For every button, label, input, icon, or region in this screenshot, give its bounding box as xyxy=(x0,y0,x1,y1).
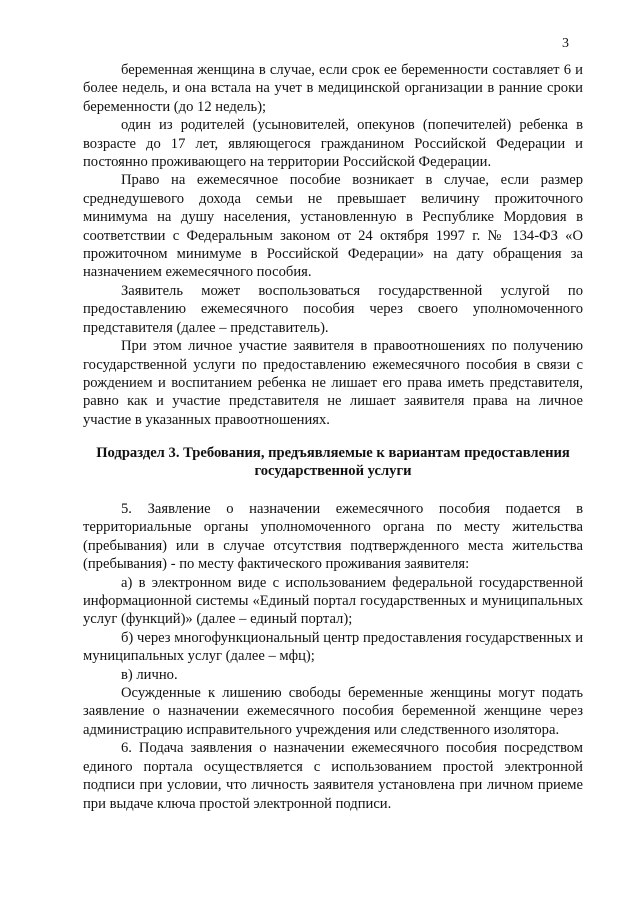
paragraph: один из родителей (усыновителей, опекунов (попечителей) ребенка в возрасте до 17 лет, являющегося гражданином Российской Федерации и постоянно проживающего на территории Российской Федерации. xyxy=(83,117,583,171)
section-heading: Подраздел 3. Требования, предъявляемые к вариантам предоставления государственной услуги xyxy=(96,445,570,480)
paragraph: беременная женщина в случае, если срок ее беременности составляет 6 и более недель, и она встала на учет в медицинской организации в ранние сроки беременности (до 12 недель); xyxy=(83,62,583,115)
page-number: 3 xyxy=(562,36,569,51)
paragraph: 5. Заявление о назначении ежемесячного пособия подается в территориальные органы уполномоченного органа по месту жительства (пребывания) или в случае отсутствия подтвержденного места жительства (пребывания) - по месту фактического проживания заявителя: xyxy=(83,501,583,573)
section-heading-block xyxy=(83,444,583,481)
paragraph: б) через многофункциональный центр предоставления государственных и муниципальных услуг (далее – мфц); xyxy=(83,629,583,665)
paragraph: а) в электронном виде с использованием федеральной государственной информационной системы «Единый портал государственных и муниципальных услуг (функций)» (далее – единый портал); xyxy=(83,574,583,628)
paragraph: в) лично. xyxy=(121,666,178,683)
paragraph: Право на ежемесячное пособие возникает в случае, если размер среднедушевого дохода семьи не превышает величину прожиточного минимума на душу населения, установленную в Республике Мордовия в соответствии с Федеральным законом от 24 октября 1997 г. № 134-ФЗ «О прожиточном минимуме в Российской Федерации» на дату обращения за назначением ежемесячного пособия. xyxy=(83,172,583,281)
paragraph: При этом личное участие заявителя в правоотношениях по получению государственной услуги по предоставлению ежемесячного пособия в связи с рождением и воспитанием ребенка не лишает его права иметь представителя, равно как и участие представителя не лишает заявителя права на личное участие в указанных правоотношениях. xyxy=(83,338,583,428)
paragraph: 6. Подача заявления о назначении ежемесячного пособия посредством единого портала осуществляется с использованием простой электронной подписи при условии, что личность заявителя установлена при личном приеме при выдаче ключа простой электронной подписи. xyxy=(83,740,583,812)
paragraph: Осужденные к лишению свободы беременные женщины могут подать заявление о назначении ежемесячного пособия беременной женщине через администрацию исправительного учреждения или следственного изолятора. xyxy=(83,685,583,738)
top-text-block xyxy=(83,61,583,429)
bottom-text-block xyxy=(83,500,583,813)
paragraph: Заявитель может воспользоваться государственной услугой по предоставлению ежемесячного пособия через своего уполномоченного представителя (далее – представитель). xyxy=(83,282,583,336)
